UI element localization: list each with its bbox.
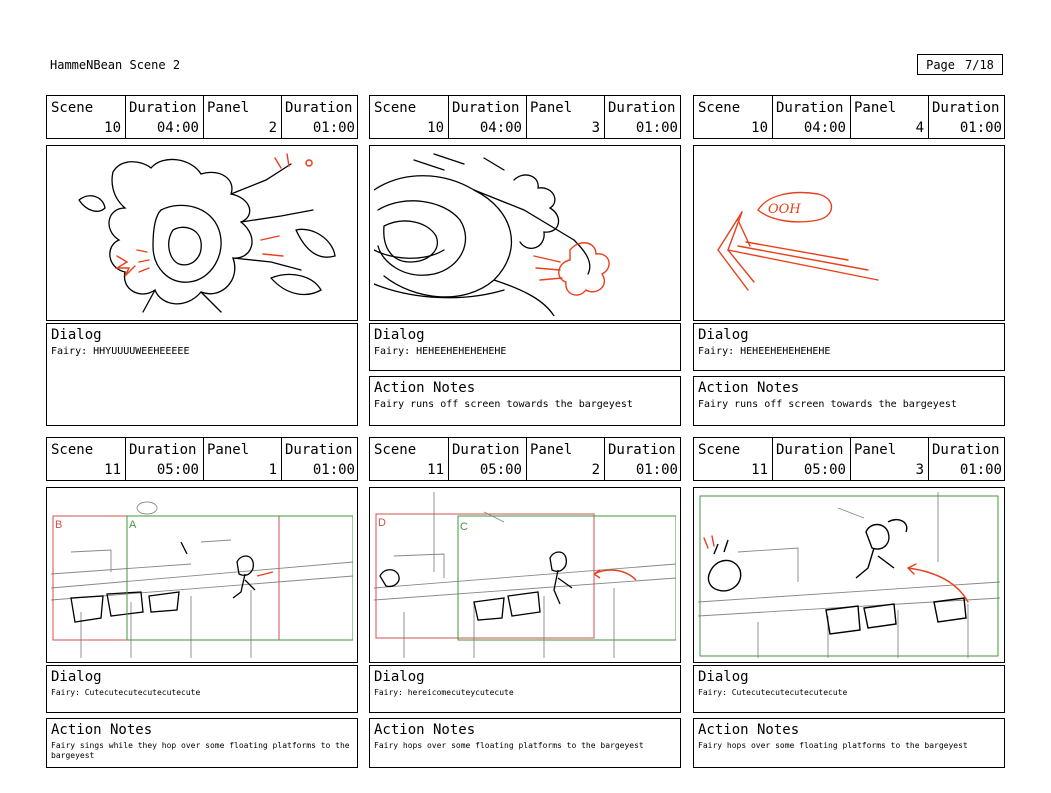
page-indicator bbox=[917, 54, 1003, 75]
dialog-text: Fairy: HEHEEHEHEHEHEHE bbox=[374, 346, 507, 357]
duration-label: Duration bbox=[932, 442, 1000, 458]
scene-duration: 05:00 bbox=[803, 462, 846, 478]
scene-duration-cell bbox=[448, 96, 526, 138]
scene-label: Scene bbox=[698, 100, 741, 116]
dialog-box bbox=[693, 323, 1005, 371]
panel-duration-cell bbox=[604, 438, 682, 480]
duration-label: Duration bbox=[932, 100, 1000, 116]
scene-cell bbox=[694, 96, 772, 138]
scene-cell bbox=[694, 438, 772, 480]
panel-duration-cell bbox=[928, 96, 1006, 138]
panel-frame bbox=[693, 487, 1005, 663]
action-notes-label: Action Notes bbox=[698, 722, 800, 738]
scene-duration: 04:00 bbox=[479, 120, 522, 136]
dialog-box bbox=[46, 665, 358, 713]
sketch-drawing bbox=[51, 492, 353, 658]
frame-mark: C bbox=[460, 521, 468, 533]
panel-label: Panel bbox=[530, 100, 573, 116]
panel-cell bbox=[526, 438, 604, 480]
scene-duration-cell bbox=[125, 438, 203, 480]
panel-info-bar bbox=[693, 437, 1005, 481]
panel-duration: 01:00 bbox=[635, 462, 678, 478]
action-notes-text: Fairy hops over some floating platforms to the bargeyest bbox=[374, 741, 644, 750]
panel-frame bbox=[369, 145, 681, 321]
scene-number: 11 bbox=[104, 462, 121, 478]
dialog-box bbox=[369, 323, 681, 371]
scene-label: Scene bbox=[698, 442, 741, 458]
dialog-text: Fairy: hereicomecuteycutecute bbox=[374, 688, 514, 697]
action-notes-box bbox=[693, 718, 1005, 768]
dialog-label: Dialog bbox=[698, 669, 749, 685]
panel-info-bar bbox=[369, 437, 681, 481]
dialog-text: Fairy: Cutecutecutecutecutecute bbox=[51, 688, 201, 697]
scene-duration-cell bbox=[772, 438, 850, 480]
dialog-label: Dialog bbox=[698, 327, 749, 343]
panel-duration: 01:00 bbox=[959, 120, 1002, 136]
panel-number: 3 bbox=[915, 462, 924, 478]
scene-duration-cell bbox=[772, 96, 850, 138]
sketch-drawing bbox=[698, 492, 1000, 658]
panel-info-bar bbox=[46, 437, 358, 481]
sketch-drawing bbox=[698, 150, 1000, 316]
scene-duration: 04:00 bbox=[156, 120, 199, 136]
scene-number: 11 bbox=[427, 462, 444, 478]
scene-label: Scene bbox=[374, 442, 417, 458]
scene-cell bbox=[47, 438, 125, 480]
action-notes-label: Action Notes bbox=[51, 722, 153, 738]
duration-label: Duration bbox=[608, 442, 676, 458]
panel-number: 4 bbox=[915, 120, 924, 136]
duration-label: Duration bbox=[285, 442, 353, 458]
action-notes-text: Fairy runs off screen towards the bargeyest bbox=[698, 399, 957, 410]
action-notes-label: Action Notes bbox=[374, 722, 476, 738]
sketch-drawing bbox=[51, 150, 353, 316]
panel-info-bar bbox=[46, 95, 358, 139]
sketch-drawing bbox=[374, 150, 676, 316]
scene-label: Scene bbox=[51, 100, 94, 116]
duration-label: Duration bbox=[452, 442, 520, 458]
dialog-box bbox=[693, 665, 1005, 713]
dialog-label: Dialog bbox=[51, 327, 102, 343]
frame-mark: B bbox=[55, 519, 63, 531]
action-notes-box bbox=[369, 718, 681, 768]
panel-label: Panel bbox=[207, 442, 250, 458]
scene-label: Scene bbox=[374, 100, 417, 116]
panel-frame bbox=[46, 145, 358, 321]
scene-number: 11 bbox=[751, 462, 768, 478]
panel-cell bbox=[850, 96, 928, 138]
frame-mark: A bbox=[129, 519, 137, 531]
panel-duration-cell bbox=[604, 96, 682, 138]
scene-number: 10 bbox=[104, 120, 121, 136]
panel-number: 2 bbox=[268, 120, 277, 136]
action-notes-text: Fairy sings while they hop over some floating platforms to the bargeyest bbox=[51, 741, 350, 760]
scene-label: Scene bbox=[51, 442, 94, 458]
panel-info-bar bbox=[369, 95, 681, 139]
dialog-box bbox=[369, 665, 681, 713]
action-notes-box bbox=[693, 376, 1005, 426]
scene-number: 10 bbox=[751, 120, 768, 136]
scene-duration-cell bbox=[125, 96, 203, 138]
scene-duration: 04:00 bbox=[803, 120, 846, 136]
sketch-text: OOH bbox=[768, 202, 801, 217]
frame-mark: D bbox=[378, 517, 386, 529]
dialog-text: Fairy: Cutecutecutecutecutecute bbox=[698, 688, 848, 697]
panel-duration: 01:00 bbox=[312, 120, 355, 136]
panel-label: Panel bbox=[854, 100, 897, 116]
panel-frame bbox=[693, 145, 1005, 321]
sketch-drawing bbox=[374, 492, 676, 658]
panel-number: 3 bbox=[591, 120, 600, 136]
panel-cell bbox=[203, 96, 281, 138]
panel-label: Panel bbox=[530, 442, 573, 458]
duration-label: Duration bbox=[285, 100, 353, 116]
panel-duration: 01:00 bbox=[635, 120, 678, 136]
panel-frame bbox=[46, 487, 358, 663]
duration-label: Duration bbox=[129, 100, 197, 116]
panel-label: Panel bbox=[207, 100, 250, 116]
panel-cell bbox=[850, 438, 928, 480]
panel-cell bbox=[203, 438, 281, 480]
scene-duration-cell bbox=[448, 438, 526, 480]
panel-duration-cell bbox=[928, 438, 1006, 480]
panel-cell bbox=[526, 96, 604, 138]
dialog-text: Fairy: HEHEEHEHEHEHEHE bbox=[698, 346, 831, 357]
duration-label: Duration bbox=[452, 100, 520, 116]
action-notes-text: Fairy runs off screen towards the bargeyest bbox=[374, 399, 633, 410]
duration-label: Duration bbox=[776, 442, 844, 458]
panel-number: 1 bbox=[268, 462, 277, 478]
scene-cell bbox=[370, 438, 448, 480]
page-label: Page bbox=[926, 57, 955, 72]
scene-duration: 05:00 bbox=[156, 462, 199, 478]
action-notes-box bbox=[369, 376, 681, 426]
panel-duration-cell bbox=[281, 96, 359, 138]
page-number: 7/18 bbox=[965, 57, 994, 72]
panel-duration: 01:00 bbox=[312, 462, 355, 478]
scene-cell bbox=[47, 96, 125, 138]
dialog-text: Fairy: HHYUUUUWEEHEEEEE bbox=[51, 346, 190, 357]
scene-duration: 05:00 bbox=[479, 462, 522, 478]
panel-duration-cell bbox=[281, 438, 359, 480]
scene-number: 10 bbox=[427, 120, 444, 136]
panel-duration: 01:00 bbox=[959, 462, 1002, 478]
dialog-label: Dialog bbox=[374, 327, 425, 343]
action-notes-label: Action Notes bbox=[698, 380, 800, 396]
duration-label: Duration bbox=[776, 100, 844, 116]
panel-frame bbox=[369, 487, 681, 663]
action-notes-label: Action Notes bbox=[374, 380, 476, 396]
action-notes-box bbox=[46, 718, 358, 768]
action-notes-text: Fairy hops over some floating platforms to the bargeyest bbox=[698, 741, 968, 750]
panel-info-bar bbox=[693, 95, 1005, 139]
dialog-label: Dialog bbox=[374, 669, 425, 685]
panel-number: 2 bbox=[591, 462, 600, 478]
scene-cell bbox=[370, 96, 448, 138]
duration-label: Duration bbox=[129, 442, 197, 458]
dialog-label: Dialog bbox=[51, 669, 102, 685]
panel-label: Panel bbox=[854, 442, 897, 458]
dialog-box bbox=[46, 323, 358, 426]
duration-label: Duration bbox=[608, 100, 676, 116]
document-title: HammeNBean Scene 2 bbox=[50, 58, 181, 72]
